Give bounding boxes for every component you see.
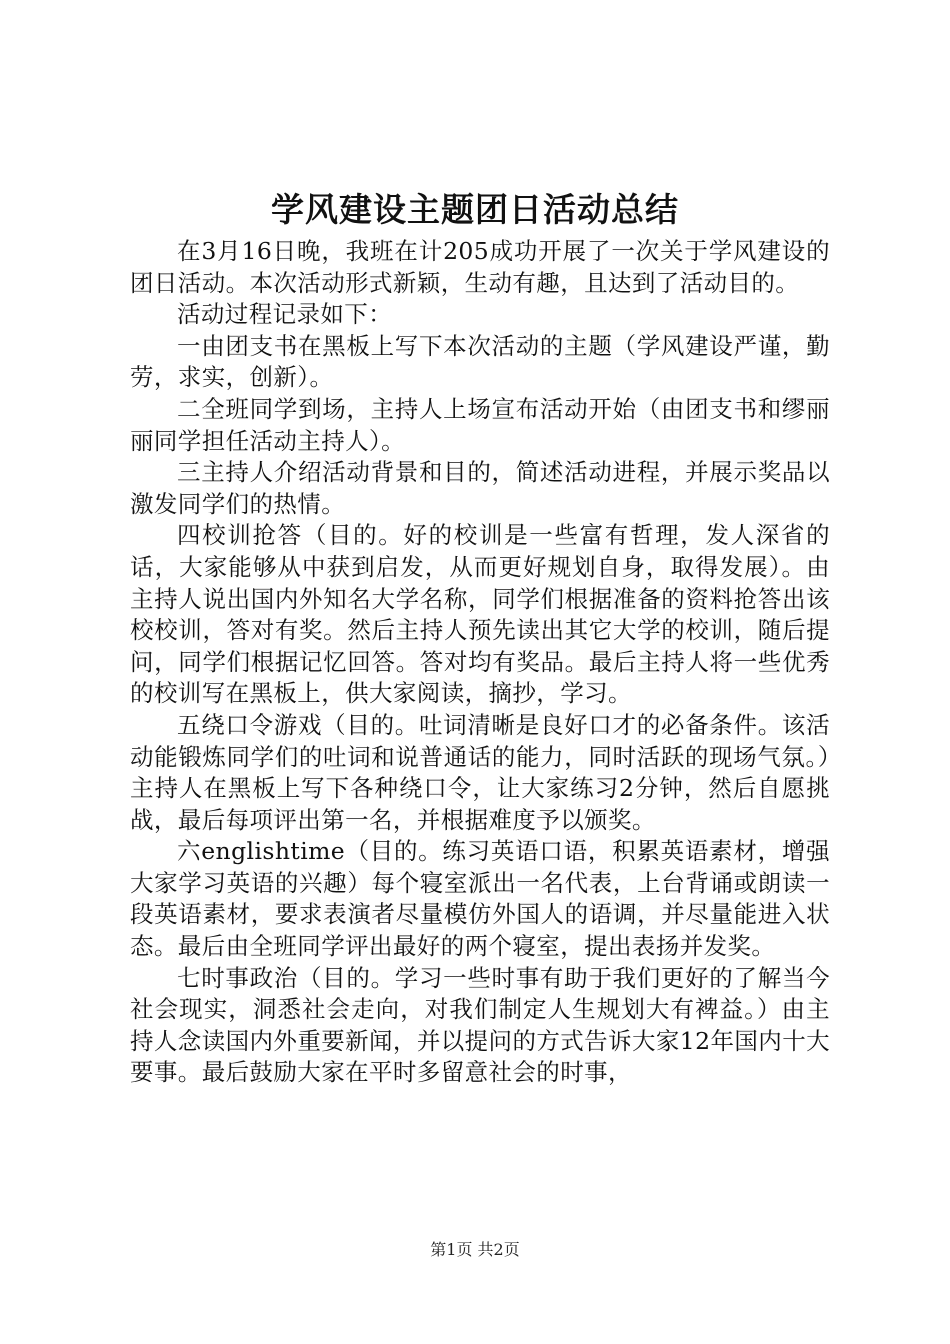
document-body: [130, 236, 830, 1089]
document-title: 学风建设主题团日活动总结: [271, 190, 679, 229]
paragraph-intro: 在3月16日晚，我班在计205成功开展了一次关于学风建设的团日活动。本次活动形式新颖，生动有趣，且达到了活动目的。: [130, 237, 830, 297]
paragraph-step-4: 四校训抢答（目的。好的校训是一些富有哲理，发人深省的话，大家能够从中获到启发，从而更好规划自身，取得发展）。由主持人说出国内外知名大学名称，同学们根据准备的资料抢答出该校校训，答对有奖。然后主持人预先读出其它大学的校训，随后提问，同学们根据记忆回答。答对均有奖品。最后主持人将一些优秀的校训写在黑板上，供大家阅读，摘抄，学习。: [130, 521, 830, 708]
paragraph-step-3: 三主持人介绍活动背景和目的，简述活动进程，并展示奖品以激发同学们的热情。: [130, 458, 830, 518]
paragraph-step-5: 五绕口令游戏（目的。吐词清晰是良好口才的必备条件。该活动能锻炼同学们的吐词和说普通话的能力，同时活跃的现场气氛。）主持人在黑板上写下各种绕口令，让大家练习2分钟，然后自愿挑战，最后每项评出第一名，并根据难度予以颁奖。: [130, 710, 830, 834]
paragraph-step-2: 二全班同学到场，主持人上场宣布活动开始（由团支书和缪丽丽同学担任活动主持人）。: [130, 394, 830, 455]
paragraph-step-1: 一由团支书在黑板上写下本次活动的主题（学风建设严谨，勤劳，求实，创新）。: [130, 331, 830, 392]
paragraph-process-heading: 活动过程记录如下：: [177, 300, 393, 329]
paragraph-step-6: 六englishtime（目的。练习英语口语，积累英语素材，增强大家学习英语的兴趣）每个寝室派出一名代表，上台背诵或朗读一段英语素材，要求表演者尽量模仿外国人的语调，并尽量能进入状态。最后由全班同学评出最好的两个寝室，提出表扬并发奖。: [130, 837, 830, 961]
page-footer: 第1页 共2页: [430, 1240, 520, 1259]
paragraph-step-7: 七时事政治（目的。学习一些时事有助于我们更好的了解当今社会现实，洞悉社会走向，对我们制定人生规划大有裨益。）由主持人念读国内外重要新闻，并以提问的方式告诉大家12年国内十大要事。最后鼓励大家在平时多留意社会的时事，: [130, 963, 830, 1087]
